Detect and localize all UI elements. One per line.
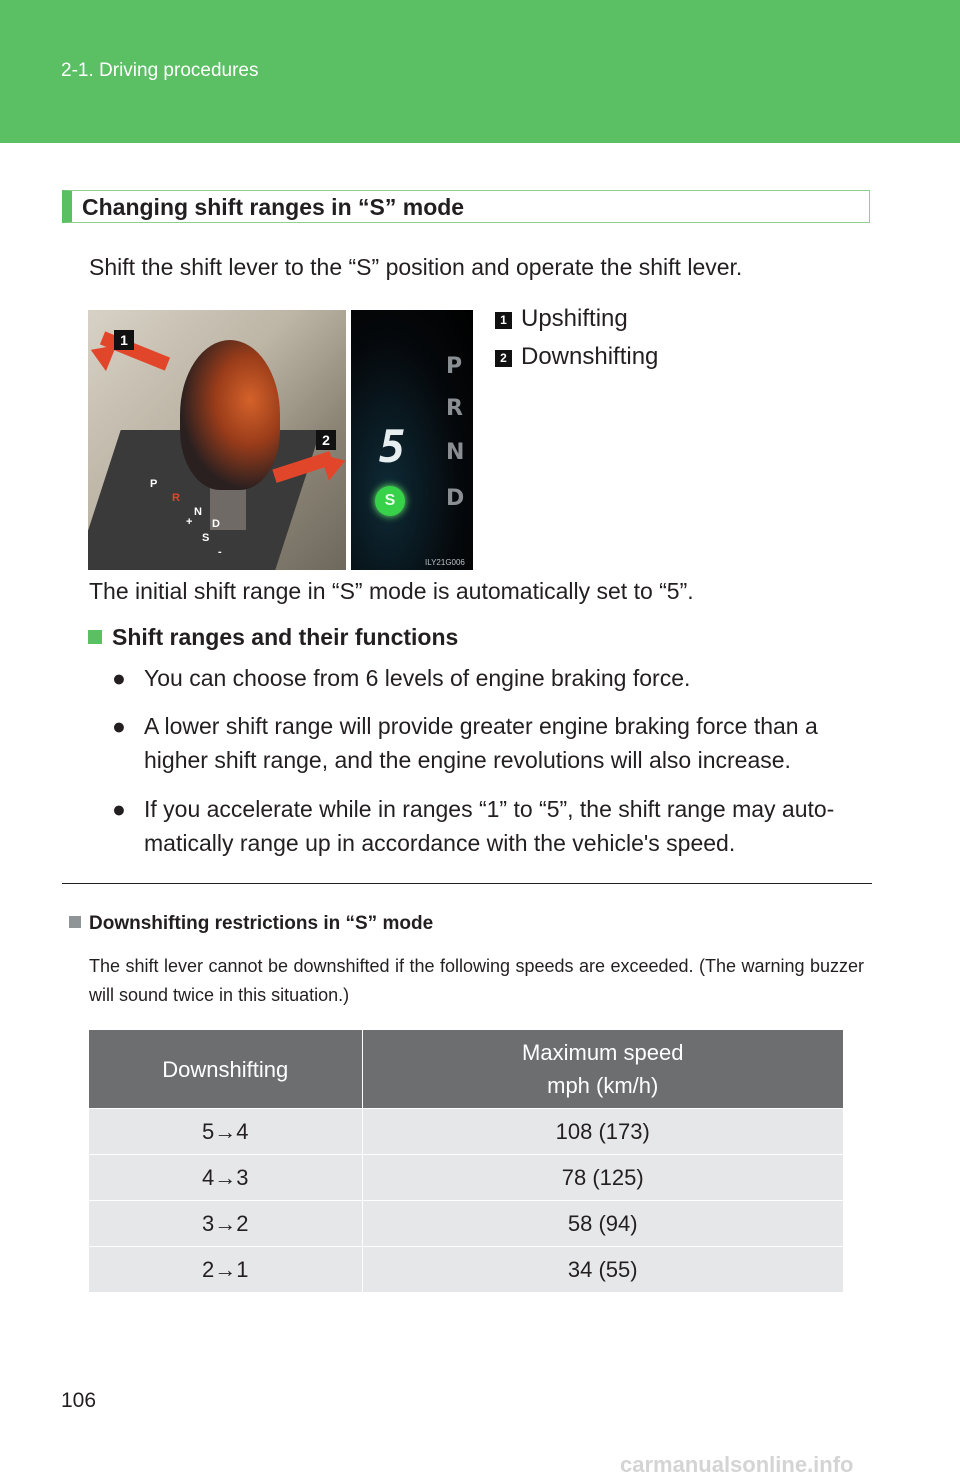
image-code: ILY21G006 bbox=[425, 558, 465, 567]
indicator-p: P bbox=[446, 354, 463, 379]
table-cell-speed: 108 (173) bbox=[362, 1109, 843, 1155]
note-heading bbox=[69, 913, 433, 935]
table-cell-speed: 78 (125) bbox=[362, 1155, 843, 1201]
table-cell-shift: 4→3 bbox=[89, 1155, 362, 1201]
functions-heading bbox=[88, 624, 458, 651]
bullet-dot-icon: ● bbox=[112, 665, 126, 691]
note-square-icon bbox=[69, 916, 81, 928]
gate-letter: R bbox=[172, 492, 180, 504]
callout-number-2: 2 bbox=[495, 350, 512, 367]
indicator-n: N bbox=[446, 440, 465, 465]
column-header-unit: mph (km/h) bbox=[547, 1073, 659, 1098]
initial-range-note: The initial shift range in “S” mode is automatically set to “5”. bbox=[89, 578, 694, 604]
note-heading-text: Downshifting restrictions in “S” mode bbox=[89, 913, 434, 934]
downshift-arrowhead-icon bbox=[320, 447, 346, 480]
section-title-box bbox=[62, 190, 870, 223]
table-cell-speed: 58 (94) bbox=[362, 1201, 843, 1247]
functions-heading-text: Shift ranges and their functions bbox=[112, 624, 459, 650]
page-header-band bbox=[0, 0, 960, 143]
section-divider bbox=[62, 883, 872, 884]
indicator-r: R bbox=[446, 396, 463, 421]
callout-badge-2: 2 bbox=[316, 430, 336, 450]
heading-square-icon bbox=[88, 630, 102, 644]
bullet-text: If you accelerate while in ranges “1” to “5”, the shift range may auto-matically range up in accordance with the vehicle's speed. bbox=[144, 796, 835, 856]
callout-number-1: 1 bbox=[495, 312, 512, 329]
table-row bbox=[89, 1155, 843, 1201]
table-row bbox=[89, 1109, 843, 1155]
bullet-dot-icon: ● bbox=[112, 713, 126, 739]
column-header-downshifting: Downshifting bbox=[89, 1030, 362, 1109]
table-cell-shift: 2→1 bbox=[89, 1247, 362, 1293]
gear-indicator-display bbox=[351, 310, 473, 570]
section-breadcrumb: 2-1. Driving procedures bbox=[61, 60, 259, 81]
gate-letter: N bbox=[194, 506, 202, 518]
bullet-text: A lower shift range will provide greater engine braking force than a higher shift range, and the engine revolutions will also increase. bbox=[144, 713, 818, 773]
table-row bbox=[89, 1247, 843, 1293]
page-number: 106 bbox=[61, 1389, 97, 1412]
shift-lever-figure bbox=[88, 310, 473, 570]
bullet-text: You can choose from 6 levels of engine braking force. bbox=[144, 665, 691, 691]
callout-label: Upshifting bbox=[521, 305, 628, 332]
lever-knob bbox=[180, 340, 280, 490]
indicator-d: D bbox=[446, 486, 465, 511]
column-header-maximum-speed bbox=[362, 1030, 843, 1109]
s-mode-indicator-icon: S bbox=[375, 486, 405, 516]
table-cell-speed: 34 (55) bbox=[362, 1247, 843, 1293]
column-header-line: Maximum speed bbox=[522, 1040, 684, 1065]
gate-letter: + bbox=[186, 516, 193, 528]
table-cell-shift: 3→2 bbox=[89, 1201, 362, 1247]
shift-lever-photo bbox=[88, 310, 346, 570]
shift-range-digit: 5 bbox=[379, 422, 406, 473]
bullet-dot-icon: ● bbox=[112, 796, 126, 822]
gate-letter: S bbox=[202, 532, 210, 544]
gate-letter: D bbox=[212, 518, 220, 530]
callout-badge-1: 1 bbox=[114, 330, 134, 350]
downshift-speed-table bbox=[89, 1030, 843, 1292]
table-row bbox=[89, 1201, 843, 1247]
note-body: The shift lever cannot be downshifted if the following speeds are exceeded. (The warning buzzer will sound twice in this situation.) bbox=[89, 956, 864, 1005]
intro-paragraph: Shift the shift lever to the “S” position and operate the shift lever. bbox=[89, 254, 743, 280]
section-title: Changing shift ranges in “S” mode bbox=[82, 194, 465, 220]
gate-letter: - bbox=[218, 546, 222, 558]
watermark: carmanualsonline.info bbox=[620, 1452, 854, 1477]
table-cell-shift: 5→4 bbox=[89, 1109, 362, 1155]
gate-letter: P bbox=[150, 478, 158, 490]
callout-label: Downshifting bbox=[521, 343, 659, 370]
